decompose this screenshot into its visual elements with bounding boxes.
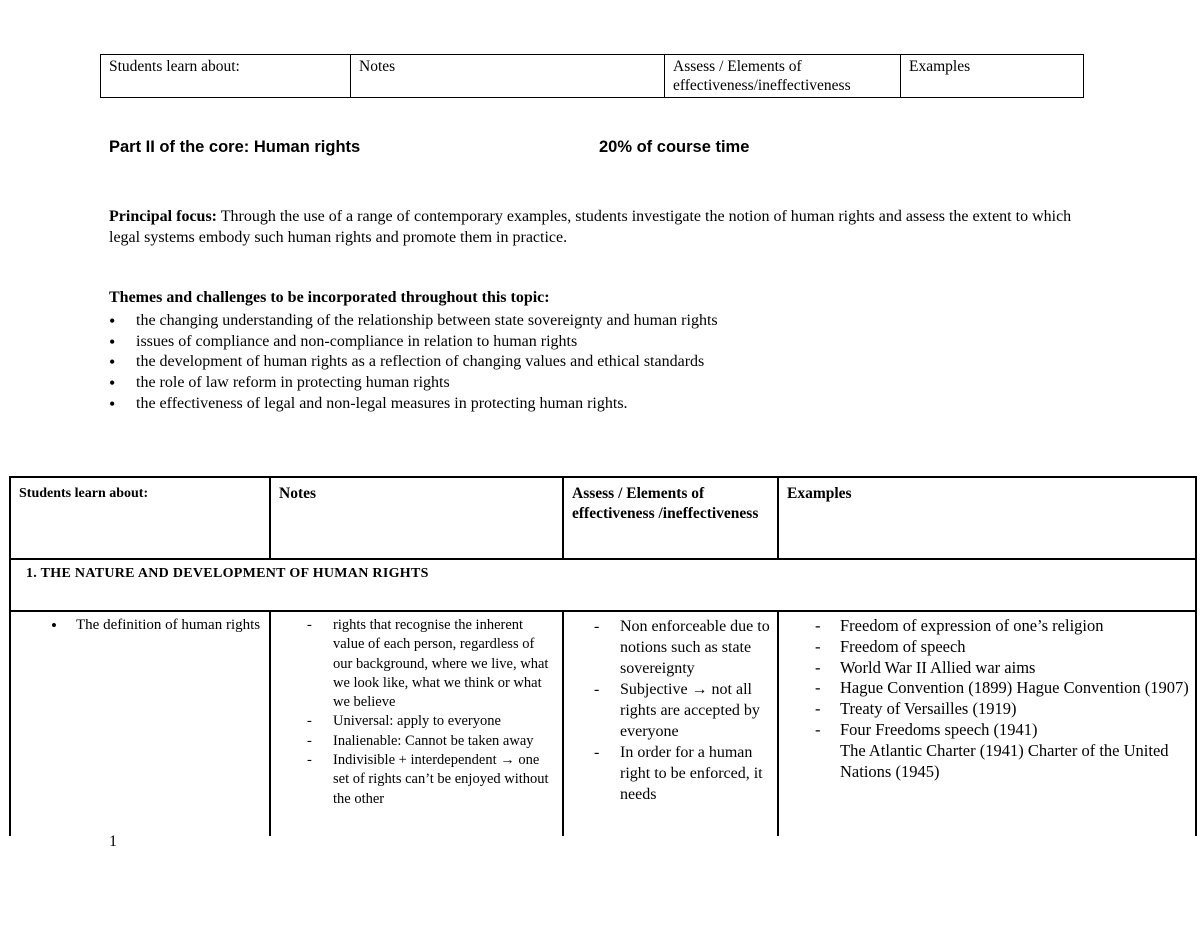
main-table-header-row	[10, 477, 1196, 559]
main-header-examples: Examples	[778, 477, 1196, 559]
examples-list	[785, 616, 1189, 741]
notes-item: - Indivisible + interdependent → one set of rights can’t be enjoyed without the other	[277, 751, 556, 809]
assess-item: - Non enforceable due to notions such as state sovereignty	[570, 616, 771, 679]
header-cell-assess: Assess / Elements of effectiveness/ineffectiveness	[665, 55, 901, 98]
theme-item: • issues of compliance and non-compliance in relation to human rights	[109, 332, 799, 353]
learn-list	[17, 616, 263, 635]
header-cell-learn: Students learn about:	[101, 55, 351, 98]
learn-cell	[10, 611, 270, 836]
principal-focus-text: Through the use of a range of contemporary examples, students investigate the notion of human rights and assess the extent to which legal systems embody such human rights and promote them in practice.	[109, 208, 1072, 246]
principal-focus-label: Principal focus:	[109, 208, 217, 225]
header-cell-notes: Notes	[351, 55, 665, 98]
examples-item: - Freedom of expression of one’s religion	[785, 616, 1189, 637]
examples-extra: The Atlantic Charter (1941) Charter of the United Nations (1945)	[840, 740, 1169, 781]
notes-list	[277, 616, 556, 809]
table-row	[10, 611, 1196, 836]
main-header-assess: Assess / Elements of effectiveness /ineffectiveness	[563, 477, 778, 559]
header-table-row	[101, 55, 1084, 98]
theme-item: • the role of law reform in protecting human rights	[109, 373, 799, 394]
section-title: 1. THE NATURE AND DEVELOPMENT OF HUMAN RIGHTS	[10, 559, 1196, 611]
examples-item: - Treaty of Versailles (1919)	[785, 699, 1189, 720]
themes-heading: Themes and challenges to be incorporated throughout this topic:	[109, 289, 550, 306]
course-time: 20% of course time	[599, 138, 750, 156]
examples-item: - Four Freedoms speech (1941)	[785, 720, 1189, 741]
notes-cell	[270, 611, 563, 836]
assess-cell	[563, 611, 778, 836]
main-header-notes: Notes	[270, 477, 563, 559]
main-table	[9, 476, 1197, 836]
header-cell-examples: Examples	[901, 55, 1084, 98]
learn-item: • The definition of human rights	[17, 616, 263, 635]
notes-item: - rights that recognise the inherent value of each person, regardless of our background, where we live, what we look like, what we think or what we believe	[277, 616, 556, 712]
theme-item: • the development of human rights as a reflection of changing values and ethical standards	[109, 352, 799, 373]
examples-cell	[778, 611, 1196, 836]
themes-list	[109, 311, 799, 415]
section-row	[10, 559, 1196, 611]
assess-item: - In order for a human right to be enforced, it needs	[570, 742, 771, 805]
main-header-learn: Students learn about:	[10, 477, 270, 559]
page-number: 1	[109, 833, 117, 850]
header-table	[100, 54, 1084, 98]
notes-item: - Inalienable: Cannot be taken away	[277, 732, 556, 751]
examples-item: - Freedom of speech	[785, 637, 1189, 658]
examples-item: - Hague Convention (1899) Hague Convention (1907)	[785, 678, 1189, 699]
principal-focus	[109, 206, 1099, 248]
notes-item: - Universal: apply to everyone	[277, 712, 556, 731]
assess-list	[570, 616, 771, 805]
theme-item: • the changing understanding of the relationship between state sovereignty and human rights	[109, 311, 799, 332]
assess-item: - Subjective → not all rights are accepted by everyone	[570, 679, 771, 742]
examples-item: - World War II Allied war aims	[785, 658, 1189, 679]
theme-item: • the effectiveness of legal and non-legal measures in protecting human rights.	[109, 394, 799, 415]
part-title: Part II of the core: Human rights	[109, 138, 361, 156]
